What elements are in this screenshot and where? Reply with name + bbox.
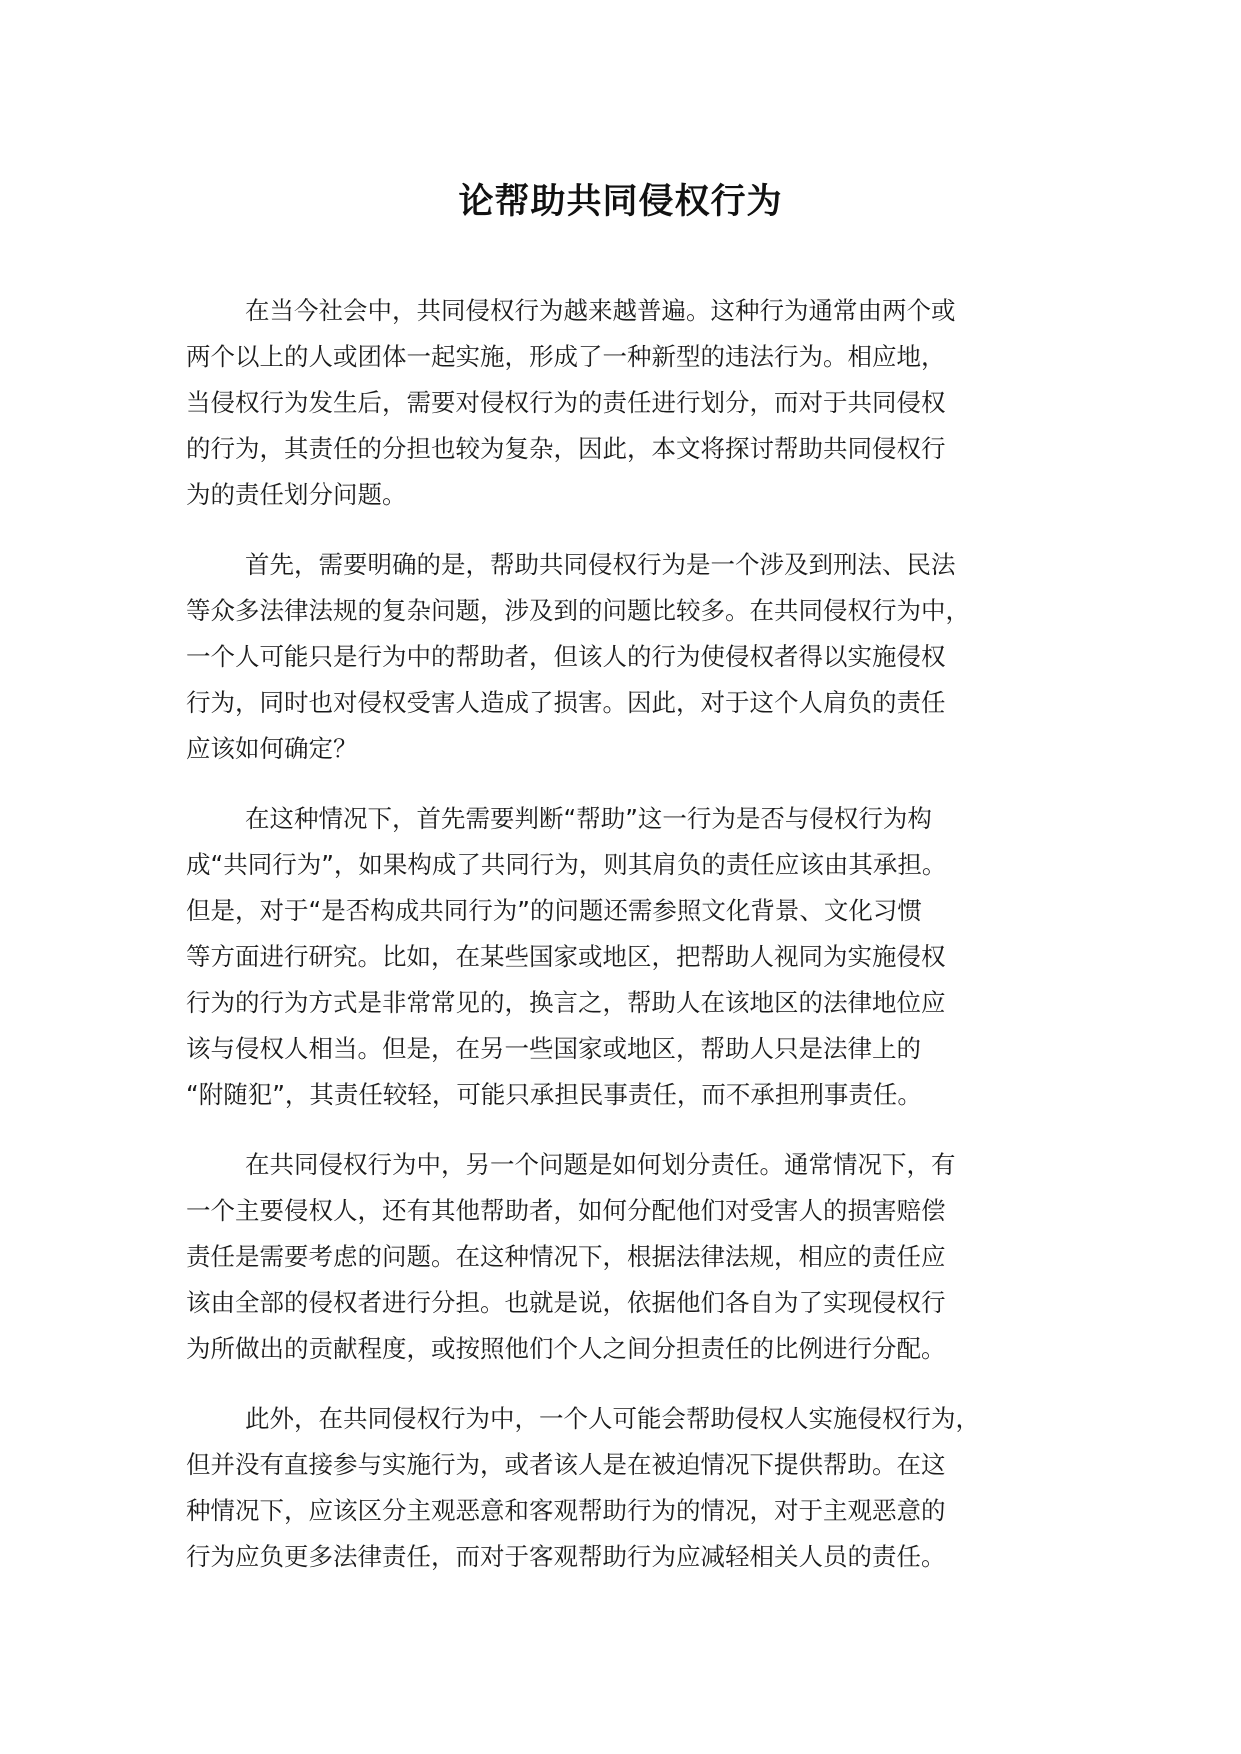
paragraph-line: 在当今社会中，共同侵权行为越来越普遍。这种行为通常由两个或 — [245, 296, 956, 325]
paragraph-line: 为的责任划分问题。 — [186, 480, 407, 509]
paragraph-line: 当侵权行为发生后，需要对侵权行为的责任进行划分，而对于共同侵权 — [186, 388, 946, 417]
paragraph-line: 种情况下，应该区分主观恶意和客观帮助行为的情况，对于主观恶意的 — [186, 1496, 946, 1525]
document-body — [186, 288, 1086, 1604]
paragraph-line: 首先，需要明确的是，帮助共同侵权行为是一个涉及到刑法、民法 — [245, 550, 956, 579]
paragraph-line: 但并没有直接参与实施行为，或者该人是在被迫情况下提供帮助。在这 — [186, 1450, 946, 1479]
paragraph-line: 责任是需要考虑的问题。在这种情况下，根据法律法规，相应的责任应 — [186, 1242, 946, 1271]
paragraph — [186, 1142, 1086, 1372]
paragraph-line: 行为，同时也对侵权受害人造成了损害。因此，对于这个人肩负的责任 — [186, 688, 946, 717]
paragraph-line: 该与侵权人相当。但是，在另一些国家或地区，帮助人只是法律上的 — [186, 1034, 921, 1063]
paragraph — [186, 288, 1086, 518]
paragraph — [186, 796, 1086, 1118]
paragraph-line: 在这种情况下，首先需要判断“帮助”这一行为是否与侵权行为构 — [245, 804, 932, 833]
paragraph-line: 在共同侵权行为中，另一个问题是如何划分责任。通常情况下，有 — [245, 1150, 956, 1179]
paragraph-line: 一个人可能只是行为中的帮助者，但该人的行为使侵权者得以实施侵权 — [186, 642, 946, 671]
paragraph-line: 的行为，其责任的分担也较为复杂，因此，本文将探讨帮助共同侵权行 — [186, 434, 946, 463]
paragraph — [186, 1396, 1086, 1580]
paragraph — [186, 542, 1086, 772]
paragraph-line: 等众多法律法规的复杂问题，涉及到的问题比较多。在共同侵权行为中， — [186, 596, 970, 625]
paragraph-line: 应该如何确定？ — [186, 734, 358, 763]
paragraph-line: 成“共同行为”，如果构成了共同行为，则其肩负的责任应该由其承担。 — [186, 850, 947, 879]
paragraph-line: 为所做出的贡献程度，或按照他们个人之间分担责任的比例进行分配。 — [186, 1334, 946, 1363]
paragraph-line: 该由全部的侵权者进行分担。也就是说，依据他们各自为了实现侵权行 — [186, 1288, 946, 1317]
paragraph-line: 两个以上的人或团体一起实施，形成了一种新型的违法行为。相应地， — [186, 342, 946, 371]
paragraph-line: 行为应负更多法律责任，而对于客观帮助行为应减轻相关人员的责任。 — [186, 1542, 946, 1571]
paragraph-line: 等方面进行研究。比如，在某些国家或地区，把帮助人视同为实施侵权 — [186, 942, 946, 971]
document-title: 论帮助共同侵权行为 — [458, 182, 783, 222]
paragraph-line: 此外，在共同侵权行为中，一个人可能会帮助侵权人实施侵权行为， — [245, 1404, 980, 1433]
paragraph-line: 但是，对于“是否构成共同行为”的问题还需参照文化背景、文化习惯 — [186, 896, 922, 925]
paragraph-line: “附随犯”，其责任较轻，可能只承担民事责任，而不承担刑事责任。 — [186, 1080, 922, 1109]
paragraph-line: 一个主要侵权人，还有其他帮助者，如何分配他们对受害人的损害赔偿 — [186, 1196, 946, 1225]
paragraph-line: 行为的行为方式是非常常见的，换言之，帮助人在该地区的法律地位应 — [186, 988, 946, 1017]
